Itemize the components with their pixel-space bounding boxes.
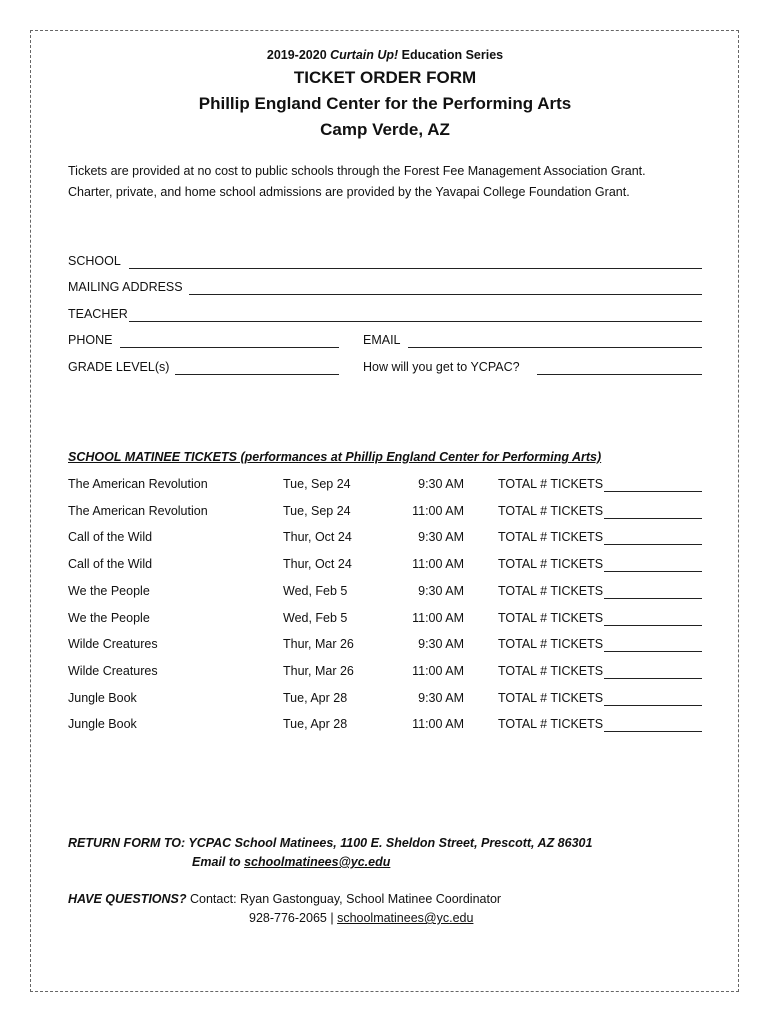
show-date: Thur, Oct 24: [283, 530, 352, 545]
table-row: [0, 557, 770, 577]
show-date: Thur, Mar 26: [283, 637, 354, 652]
show-time: 9:30 AM: [418, 637, 464, 652]
show-name: Jungle Book: [68, 717, 137, 732]
matinee-heading: SCHOOL MATINEE TICKETS (performances at Phillip England Center for Performing Arts): [68, 450, 602, 464]
form-title: TICKET ORDER FORM: [293, 68, 477, 87]
show-date: Tue, Apr 28: [283, 717, 348, 732]
show-date: Tue, Apr 28: [283, 690, 348, 705]
venue-city: Camp Verde, AZ: [320, 120, 450, 139]
total-tickets-label: TOTAL # TICKETS: [498, 690, 604, 705]
total-tickets-label: TOTAL # TICKETS: [498, 663, 604, 678]
total-tickets-label: TOTAL # TICKETS: [498, 610, 604, 625]
contact-text: Contact: Ryan Gastonguay, School Matinee Coordinator: [186, 892, 502, 906]
show-time: 11:00 AM: [412, 557, 464, 572]
table-row: [0, 717, 770, 737]
contact-email-link[interactable]: schoolmatinees@yc.edu: [337, 911, 474, 925]
show-name: The American Revolution: [68, 477, 208, 491]
school-field[interactable]: [129, 268, 702, 269]
email-label: EMAIL: [363, 333, 401, 347]
teacher-field[interactable]: [129, 321, 702, 322]
show-time: 11:00 AM: [412, 717, 464, 732]
show-time: 9:30 AM: [418, 530, 464, 545]
show-time: 11:00 AM: [412, 610, 464, 625]
show-name: Call of the Wild: [68, 530, 153, 545]
show-name: Wilde Creatures: [68, 637, 158, 652]
show-date: Tue, Sep 24: [283, 503, 351, 518]
phone-field[interactable]: [120, 347, 339, 348]
teacher-label: TEACHER: [68, 307, 128, 321]
total-tickets-field[interactable]: [604, 571, 702, 572]
total-tickets-field[interactable]: [604, 625, 702, 626]
total-tickets-field[interactable]: [604, 705, 702, 706]
table-row: [0, 530, 770, 550]
mailing-address-field[interactable]: [189, 294, 702, 295]
show-date: Wed, Feb 5: [283, 610, 348, 625]
total-tickets-label: TOTAL # TICKETS: [498, 637, 604, 652]
email-field[interactable]: [408, 347, 702, 348]
total-tickets-field[interactable]: [604, 731, 702, 732]
questions-label: HAVE QUESTIONS?: [68, 892, 187, 906]
transport-field[interactable]: [537, 374, 702, 375]
series-name: Curtain Up!: [330, 48, 399, 62]
contact-phone: 928-776-2065: [249, 911, 327, 925]
show-name: We the People: [68, 583, 150, 598]
total-tickets-field[interactable]: [604, 678, 702, 679]
return-address: RETURN FORM TO: YCPAC School Matinees, 1100 E. Sheldon Street, Prescott, AZ 86301: [68, 836, 593, 850]
questions-line: [68, 892, 501, 906]
total-tickets-field[interactable]: [604, 598, 702, 599]
transport-label: How will you get to YCPAC?: [363, 360, 520, 374]
table-row: [0, 637, 770, 657]
total-tickets-label: TOTAL # TICKETS: [498, 717, 604, 732]
total-tickets-label: TOTAL # TICKETS: [498, 583, 604, 598]
table-row: [0, 691, 770, 711]
grade-level-field[interactable]: [175, 374, 339, 375]
mailing-address-label: MAILING ADDRESS: [68, 280, 183, 294]
grade-level-label: GRADE LEVEL(s): [68, 360, 170, 374]
return-email-link[interactable]: schoolmatinees@yc.edu: [244, 855, 391, 869]
table-row: [0, 477, 770, 497]
intro-line-2: Charter, private, and home school admissions are provided by the Yavapai College Foundation Grant.: [68, 185, 630, 199]
show-time: 11:00 AM: [412, 503, 464, 518]
total-tickets-label: TOTAL # TICKETS: [498, 503, 604, 518]
total-tickets-label: TOTAL # TICKETS: [498, 477, 604, 491]
total-tickets-field[interactable]: [604, 491, 702, 492]
phone-label: PHONE: [68, 333, 113, 347]
contact-details: 928-776-2065 | schoolmatinees@yc.edu: [249, 911, 474, 925]
show-date: Tue, Sep 24: [283, 477, 351, 491]
table-row: [0, 584, 770, 604]
return-email-line: Email to schoolmatinees@yc.edu: [192, 855, 391, 869]
total-tickets-label: TOTAL # TICKETS: [498, 557, 604, 572]
intro-line-1: Tickets are provided at no cost to public schools through the Forest Fee Management Association Grant.: [68, 164, 646, 178]
show-name: The American Revolution: [68, 503, 208, 518]
total-tickets-label: TOTAL # TICKETS: [498, 530, 604, 545]
venue-name: Phillip England Center for the Performing Arts: [198, 94, 572, 113]
table-row: [0, 664, 770, 684]
series-title: 2019-2020 Curtain Up! Education Series: [266, 48, 504, 62]
show-time: 9:30 AM: [418, 477, 464, 491]
table-row: [0, 611, 770, 631]
total-tickets-field[interactable]: [604, 518, 702, 519]
show-date: Thur, Oct 24: [283, 557, 352, 572]
total-tickets-field[interactable]: [604, 544, 702, 545]
total-tickets-field[interactable]: [604, 651, 702, 652]
show-time: 9:30 AM: [418, 690, 464, 705]
show-name: Wilde Creatures: [68, 663, 158, 678]
table-row: [0, 504, 770, 524]
school-label: SCHOOL: [68, 254, 121, 268]
show-name: Jungle Book: [68, 690, 137, 705]
intro-paragraph: [68, 161, 728, 203]
show-time: 9:30 AM: [418, 583, 464, 598]
show-name: Call of the Wild: [68, 557, 153, 572]
show-date: Thur, Mar 26: [283, 663, 354, 678]
show-date: Wed, Feb 5: [283, 583, 348, 598]
show-time: 11:00 AM: [412, 663, 464, 678]
show-name: We the People: [68, 610, 150, 625]
